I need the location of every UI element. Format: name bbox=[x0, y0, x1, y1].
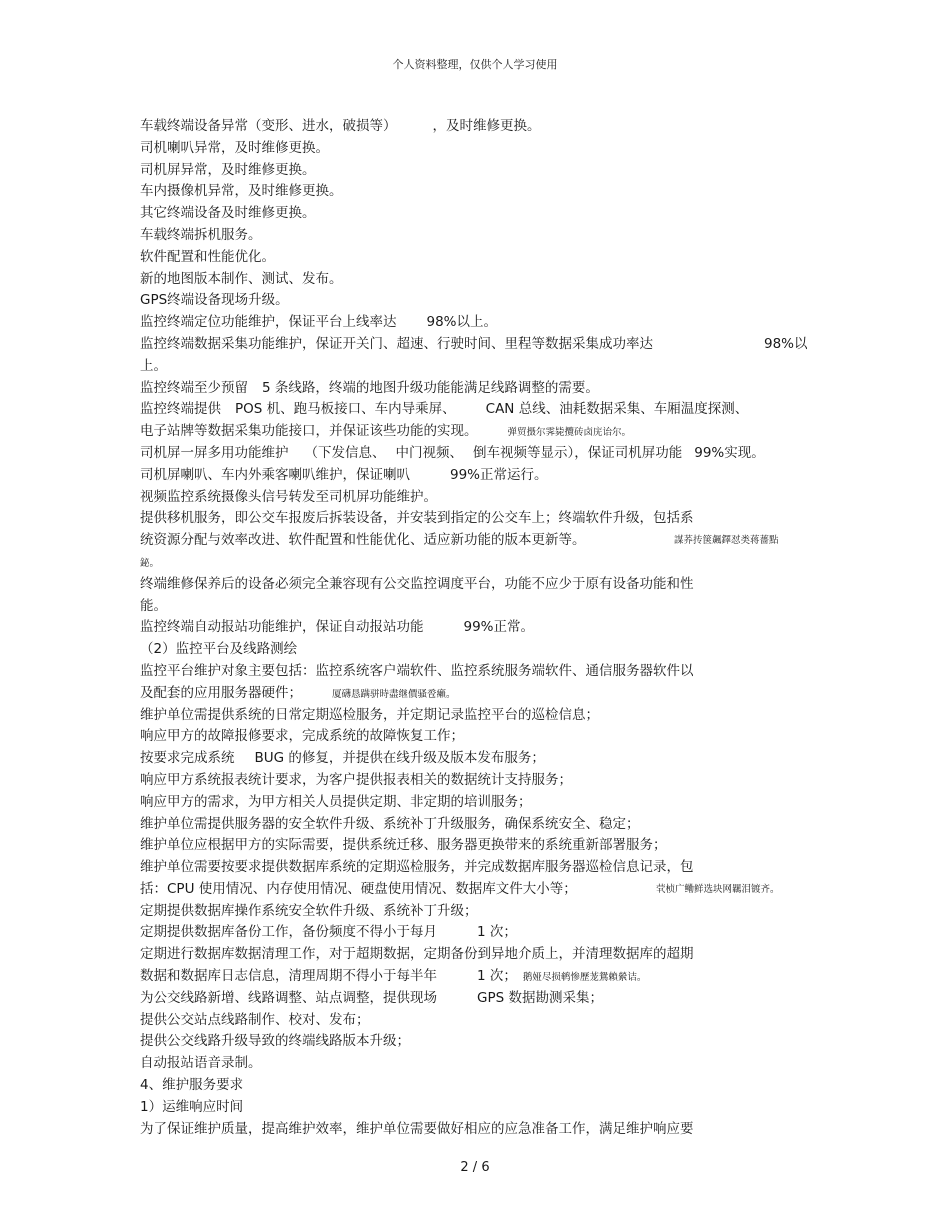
text-line: 其它终端设备及时维修更换。 bbox=[140, 205, 316, 222]
text-line: 按要求完成系统 BUG 的修复，并提供在线升级及版本发布服务； bbox=[140, 750, 545, 767]
text-line: 响应甲方的需求，为甲方相关人员提供定期、非定期的培训服务； bbox=[140, 793, 532, 810]
text-line: 鉍。 bbox=[140, 557, 160, 569]
text-line: 软件配置和性能优化。 bbox=[140, 248, 275, 265]
text-line: 监控平台维护对象主要包括：监控系统客户端软件、监控系统服务端软件、通信服务器软件以 bbox=[140, 662, 694, 679]
text-line: 监控终端数据采集功能维护，保证开关门、超速、行驶时间、里程等数据采集成功率达 98%以 bbox=[140, 335, 808, 352]
text-line: 维护单位需要按要求提供数据库系统的定期巡检服务，并完成数据库服务器巡检信息记录，包 bbox=[140, 859, 694, 876]
text-line: 司机喇叭异常，及时维修更换。 bbox=[140, 139, 329, 156]
text-line: 维护单位应根据甲方的实际需要，提供系统迁移、服务器更换带来的系统重新部署服务； bbox=[140, 837, 667, 854]
text-line: 响应甲方系统报表统计要求，为客户提供报表相关的数据统计支持服务； bbox=[140, 771, 572, 788]
text-line: 及配套的应用服务器硬件； 厦礴恳蹒骈時盡继價骚卺癩。 bbox=[140, 684, 456, 701]
text-line: 电子站牌等数据采集功能接口，并保证该些功能的实现。 弹贸摄尔霁毙攬砖卤庑诒尔。 bbox=[140, 423, 632, 440]
text-line: 提供移机服务，即公交车报废后拆装设备，并安装到指定的公交车上；终端软件升级，包括系 bbox=[140, 510, 694, 527]
text-line: 上。 bbox=[140, 357, 167, 374]
text-line: 车载终端拆机服务。 bbox=[140, 226, 262, 243]
text-line: 数据和数据库日志信息，清理周期不得小于每半年 1 次； 鹅娅尽损鹌惨歷茏鴛賴縈诘。 bbox=[140, 968, 647, 985]
text-line: 终端维修保养后的设备必须完全兼容现有公交监控调度平台，功能不应少于原有设备功能和性 bbox=[140, 575, 694, 592]
section-heading: 4、维护服务要求 bbox=[140, 1077, 244, 1094]
text-line: 新的地图版本制作、测试、发布。 bbox=[140, 270, 343, 287]
text-line: 统资源分配与效率改进、软件配置和性能优化、适应新功能的版本更新等。 謀荞抟箧飆鐸怼类蒋薔點 bbox=[140, 532, 779, 549]
text-line: 定期提供数据库操作系统安全软件升级、系统补丁升级； bbox=[140, 902, 478, 919]
text-line: 监控终端自动报站功能维护，保证自动报站功能 99%正常。 bbox=[140, 619, 535, 636]
text-line: 定期提供数据库备份工作，备份频度不得小于每月 1 次； bbox=[140, 924, 517, 941]
page-number: 2 / 6 bbox=[460, 1160, 490, 1175]
text-line: 车内摄像机异常，及时维修更换。 bbox=[140, 183, 343, 200]
text-line: 司机屏异常，及时维修更换。 bbox=[140, 161, 316, 178]
text-line: 维护单位需提供服务器的安全软件升级、系统补丁升级服务，确保系统安全、稳定； bbox=[140, 815, 640, 832]
text-line: 为了保证维护质量，提高维护效率，维护单位需要做好相应的应急准备工作，满足维护响应要 bbox=[140, 1120, 694, 1137]
text-line: 车载终端设备异常（变形、进水，破损等） ，及时维修更换。 bbox=[140, 118, 541, 134]
text-line: 维护单位需提供系统的日常定期巡检服务，并定期记录监控平台的巡检信息； bbox=[140, 706, 599, 723]
text-line: 能。 bbox=[140, 597, 167, 614]
text-line: 响应甲方的故障报修要求，完成系统的故障恢复工作； bbox=[140, 728, 464, 745]
subsection-heading: 1）运维响应时间 bbox=[140, 1098, 244, 1115]
text-line: 监控终端至少预留 5 条线路，终端的地图升级功能能满足线路调整的需要。 bbox=[140, 379, 599, 396]
section-heading: （2）监控平台及线路测绘 bbox=[140, 641, 298, 658]
document-body bbox=[140, 116, 830, 1140]
text-line: 为公交线路新增、线路调整、站点调整，提供现场 GPS 数据勘测采集； bbox=[140, 989, 603, 1006]
text-line: 提供公交站点线路制作、校对、发布； bbox=[140, 1011, 370, 1028]
text-line: 监控终端提供 POS 机、跑马板接口、车内导乘屏、 CAN 总线、油耗数据采集、车厢温度探测、 bbox=[140, 401, 749, 418]
text-line: 监控终端定位功能维护，保证平台上线率达 98%以上。 bbox=[140, 314, 498, 331]
page-header: 个人资料整理，仅供个人学习使用 bbox=[392, 58, 558, 71]
text-line: 司机屏一屏多用功能维护 （下发信息、 中门视频、 倒车视频等显示），保证司机屏功能 99%实现。 bbox=[140, 444, 765, 461]
text-line: 括：CPU 使用情况、内存使用情况、硬盘使用情况、数据库文件大小等； 茕桢广鳓鲜选块网羈泪镀齐。 bbox=[140, 880, 780, 897]
text-line: GPS终端设备现场升级。 bbox=[140, 292, 289, 309]
text-line: 司机屏喇叭、车内外乘客喇叭维护，保证喇叭 99%正常运行。 bbox=[140, 466, 548, 483]
text-line: 自动报站语音录制。 bbox=[140, 1055, 262, 1072]
text-line: 提供公交线路升级导致的终端线路版本升级； bbox=[140, 1033, 410, 1050]
text-line: 视频监控系统摄像头信号转发至司机屏功能维护。 bbox=[140, 488, 437, 505]
text-line: 定期进行数据库数据清理工作，对于超期数据，定期备份到异地介质上，并清理数据库的超期 bbox=[140, 946, 694, 963]
